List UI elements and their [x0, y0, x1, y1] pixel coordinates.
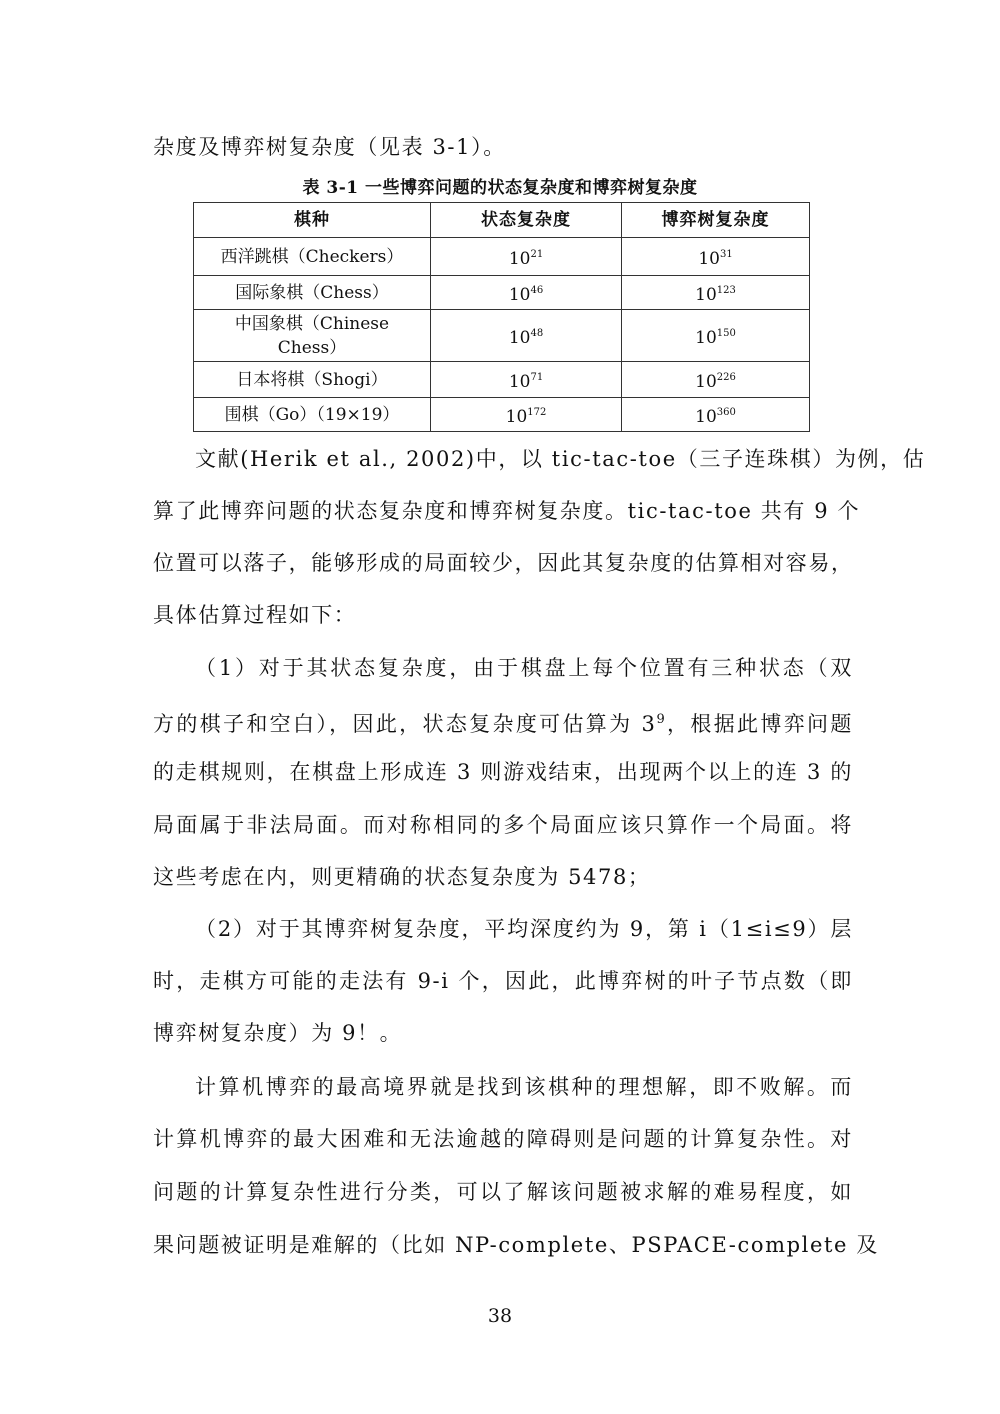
- paragraph-line: 计算机博弈的最大困难和无法逾越的障碍则是问题的计算复杂性。对: [153, 1127, 853, 1151]
- table-row: [194, 398, 810, 432]
- paragraph-line: 算了此博弈问题的状态复杂度和博弈树复杂度。tic-tac-toe 共有 9 个: [153, 499, 861, 523]
- tree-complexity: $10^{226}$: [622, 362, 810, 398]
- state-complexity: $10^{48}$: [431, 310, 622, 362]
- tree-complexity: $10^{360}$: [622, 398, 810, 432]
- header-game: 棋种: [194, 203, 431, 238]
- tree-complexity: $10^{123}$: [622, 276, 810, 310]
- paragraph-line: 的走棋规则，在棋盘上形成连 3 则游戏结束，出现两个以上的连 3 的: [153, 760, 853, 784]
- paragraph-line: 这些考虑在内，则更精确的状态复杂度为 5478；: [153, 865, 651, 889]
- table-row: [194, 310, 810, 362]
- paragraph-line: 博弈树复杂度）为 9！。: [153, 1021, 403, 1045]
- page-number: 38: [487, 1305, 513, 1327]
- paragraph-line: 时，走棋方可能的走法有 9-i 个，因此，此博弈树的叶子节点数（即: [153, 969, 853, 993]
- paragraph-line: 问题的计算复杂性进行分类，可以了解该问题被求解的难易程度，如: [153, 1180, 853, 1204]
- state-complexity: $10^{172}$: [431, 398, 622, 432]
- table-caption: 表 3-1 一些博弈问题的状态复杂度和博弈树复杂度: [302, 178, 698, 198]
- tree-complexity: $10^{31}$: [622, 238, 810, 276]
- state-complexity: $10^{46}$: [431, 276, 622, 310]
- game-name: 日本将棋（Shogi）: [194, 362, 431, 398]
- tree-complexity: $10^{150}$: [622, 310, 810, 362]
- table-row: [194, 276, 810, 310]
- intro-line: 杂度及博弈树复杂度（见表 3-1）。: [153, 135, 506, 159]
- game-name: 中国象棋（Chinese Chess）: [194, 310, 431, 362]
- paragraph-line: （1）对于其状态复杂度，由于棋盘上每个位置有三种状态（双: [195, 656, 853, 680]
- paragraph-line: （2）对于其博弈树复杂度，平均深度约为 9，第 i（1≤i≤9）层: [195, 917, 853, 941]
- table-row: [194, 362, 810, 398]
- paragraph-line: 具体估算过程如下：: [153, 603, 357, 627]
- game-name: 围棋（Go）（19×19）: [194, 398, 431, 432]
- game-name: 国际象棋（Chess）: [194, 276, 431, 310]
- game-name: 西洋跳棋（Checkers）: [194, 238, 431, 276]
- table-header-row: [194, 203, 810, 238]
- paragraph-line: 果问题被证明是难解的（比如 NP-complete、PSPACE-complete 及: [153, 1233, 879, 1257]
- paragraph-line: 方的棋子和空白），因此，状态复杂度可估算为 $3^9$，根据此博弈问题: [153, 712, 853, 736]
- paragraph-line: 文献(Herik et al., 2002)中，以 tic-tac-toe（三子连珠棋）为例，估: [195, 447, 926, 471]
- complexity-table: [193, 202, 810, 432]
- state-complexity: $10^{21}$: [431, 238, 622, 276]
- paragraph-line: 局面属于非法局面。而对称相同的多个局面应该只算作一个局面。将: [153, 813, 853, 837]
- header-state-complexity: 状态复杂度: [431, 203, 622, 238]
- header-tree-complexity: 博弈树复杂度: [622, 203, 810, 238]
- table-row: [194, 238, 810, 276]
- paragraph-line: 位置可以落子，能够形成的局面较少，因此其复杂度的估算相对容易，: [153, 551, 854, 575]
- paragraph-line: 计算机博弈的最高境界就是找到该棋种的理想解，即不败解。而: [195, 1075, 853, 1099]
- state-complexity: $10^{71}$: [431, 362, 622, 398]
